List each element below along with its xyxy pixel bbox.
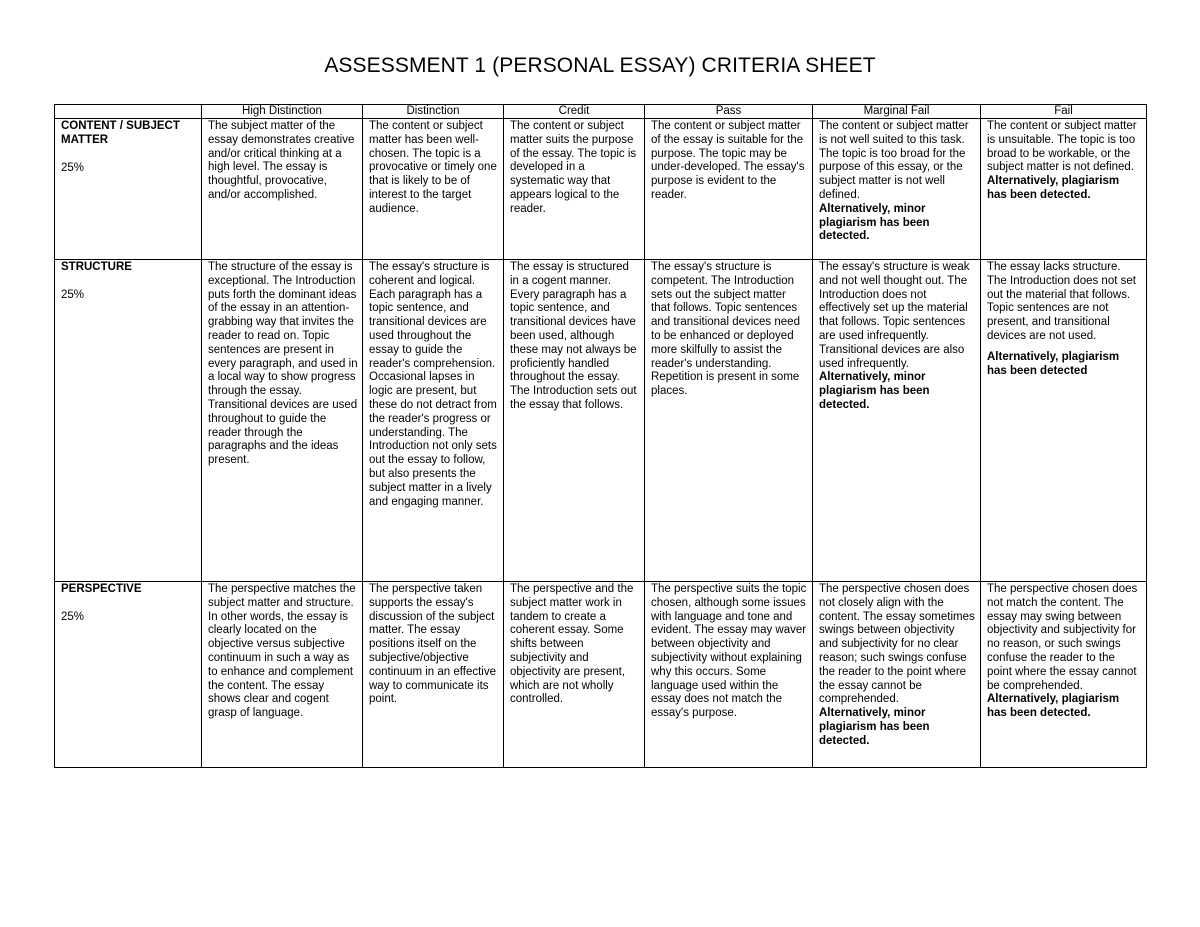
header-row: [55, 105, 1147, 119]
cell-description: The perspective chosen does not match the content. The essay may swing between objectivity and subjectivity for no reason, or such swings confuse the reader to the point where the essay cannot be comprehended.: [987, 583, 1138, 692]
column-header-marginal-fail: Marginal Fail: [813, 105, 981, 119]
column-header-pass: Pass: [645, 105, 813, 119]
criterion-weight: 25%: [61, 161, 85, 174]
cell-description: The content or subject matter of the essay is suitable for the purpose. The topic may be under-developed. The essay's purpose is evident to the reader.: [651, 120, 805, 201]
cell-description: The content or subject matter has been well-chosen. The topic is a provocative or timely one that is likely to be of interest to the target audience.: [369, 120, 497, 215]
grade-cell-credit: [504, 582, 645, 768]
cell-description: The essay's structure is competent. The Introduction sets out the subject matter that follows. Topic sentences and transitional devices need to be enhanced or deployed more skilfully to assist the reader's understanding. Repetition is present in some places.: [651, 261, 800, 398]
grade-cell-high-distinction: [202, 119, 363, 260]
cell-description: The content or subject matter is unsuitable. The topic is too broad to be workable, or the subject matter is not defined.: [987, 120, 1137, 174]
criterion-cell: [55, 260, 202, 582]
grade-cell-distinction: [363, 119, 504, 260]
grade-cell-fail: [981, 119, 1147, 260]
cell-description: The perspective and the subject matter work in tandem to create a coherent essay. Some shifts between subjectivity and objectivity are present, which are not wholly controlled.: [510, 583, 634, 706]
grade-cell-fail: [981, 260, 1147, 582]
grade-cell-high-distinction: [202, 260, 363, 582]
column-header-high-distinction: High Distinction: [202, 105, 363, 119]
plagiarism-note: Alternatively, plagiarism has been detected.: [987, 175, 1120, 201]
grade-cell-distinction: [363, 582, 504, 768]
plagiarism-note: Alternatively, minor plagiarism has been detected.: [819, 202, 930, 243]
column-header-fail: Fail: [981, 105, 1147, 119]
cell-description: The subject matter of the essay demonstrates creative and/or critical thinking at a high level. The essay is thoughtful, provocative, and/or accomplished.: [208, 120, 355, 201]
cell-description: The essay's structure is weak and not well thought out. The Introduction does not effectively set up the material that follows. Topic sentences are used infrequently. Transitional devices are also used infrequently.: [819, 261, 970, 370]
criterion-weight: 25%: [61, 288, 85, 301]
grade-cell-credit: [504, 260, 645, 582]
criterion-cell: [55, 582, 202, 768]
criterion-cell: [55, 119, 202, 260]
grade-cell-pass: [645, 119, 813, 260]
plagiarism-note: Alternatively, minor plagiarism has been detected.: [819, 371, 930, 411]
cell-description: The perspective matches the subject matter and structure. In other words, the essay is clearly located on the objective versus subjective continuum in such a way as to enhance and complement the content. The essay shows clear and cogent grasp of language.: [208, 583, 356, 720]
criterion-name: PERSPECTIVE: [61, 583, 142, 595]
table-row: [55, 582, 1147, 768]
plagiarism-note: Alternatively, plagiarism has been detected.: [987, 693, 1120, 720]
column-header-distinction: Distinction: [363, 105, 504, 119]
cell-description: The essay lacks structure. The Introduction does not set out the material that follows. Topic sentences are not present, and transitional devices are not used.: [987, 261, 1136, 342]
cell-description: The essay is structured in a cogent manner. Every paragraph has a topic sentence, and transitional devices have been used, although these may not always be proficiently handled throughout the essay. The Introduction sets out the essay that follows.: [510, 261, 637, 411]
grade-cell-fail: [981, 582, 1147, 768]
cell-description: The perspective chosen does not closely align with the content. The essay sometimes swings between objectivity and subjectivity for no clear reason; such swings confuse the reader to the point where the essay cannot be comprehended.: [819, 583, 975, 706]
grade-cell-marginal-fail: [813, 260, 981, 582]
cell-description: The perspective suits the topic chosen, although some issues with language and tone and evident. The essay may waver between objectivity and subjectivity without explaining why this occurs. Some language used within the essay does not match the essay's purpose.: [651, 583, 807, 720]
column-header-credit: Credit: [504, 105, 645, 119]
grade-cell-credit: [504, 119, 645, 260]
grade-cell-distinction: [363, 260, 504, 582]
grade-cell-pass: [645, 582, 813, 768]
cell-description: The content or subject matter suits the purpose of the essay. The topic is developed in a systematic way that appears logical to the reader.: [510, 120, 637, 215]
grade-cell-pass: [645, 260, 813, 582]
grade-cell-high-distinction: [202, 582, 363, 768]
criteria-table: [54, 104, 1147, 768]
criterion-name: STRUCTURE: [61, 261, 132, 273]
criterion-weight: 25%: [61, 610, 85, 623]
page-title: ASSESSMENT 1 (PERSONAL ESSAY) CRITERIA SHEET: [324, 54, 876, 77]
cell-description: The perspective taken supports the essay's discussion of the subject matter. The essay positions itself on the subjective/objective continuum in an effective way to communicate its point.: [369, 583, 497, 706]
plagiarism-note: Alternatively, minor plagiarism has been detected.: [819, 707, 930, 747]
column-header-criterion: [55, 105, 202, 119]
cell-description: The essay's structure is coherent and logical. Each paragraph has a topic sentence, and transitional devices are used throughout the essay to guide the reader's comprehension. Occasional lapses in logic are present, but these do not detract from the reader's progress or understanding. The Introduction not only sets out the essay to follow, but also presents the subject matter in a lively and engaging manner.: [369, 261, 497, 508]
table-row: [55, 260, 1147, 582]
cell-description: The content or subject matter is not well suited to this task. The topic is too broad for the purpose of this essay, or the subject matter is not well defined.: [819, 120, 969, 201]
grade-cell-marginal-fail: [813, 582, 981, 768]
table-row: [55, 119, 1147, 260]
plagiarism-note: Alternatively, plagiarism has been detected: [987, 350, 1120, 377]
grade-cell-marginal-fail: [813, 119, 981, 260]
cell-description: The structure of the essay is exceptional. The Introduction puts forth the dominant ideas of the essay in an attention-grabbing way that invites the reader to read on. Topic sentences are present in every paragraph, and used in a local way to show progress through the essay. Transitional devices are used throughout to guide the reader through the paragraphs and the ideas present.: [208, 261, 358, 467]
criterion-name: CONTENT / SUBJECT MATTER: [61, 120, 180, 146]
